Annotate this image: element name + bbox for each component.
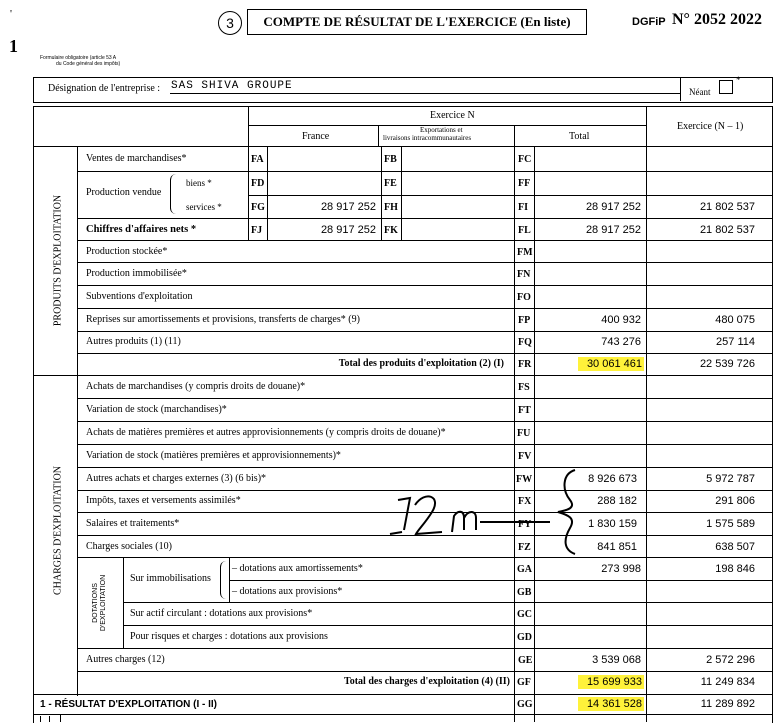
code-ge: GE: [518, 655, 533, 666]
col-france: France: [302, 131, 330, 142]
code-fr: FR: [518, 359, 532, 370]
code-ft: FT: [518, 405, 531, 416]
cell-fz-prev: 638 507: [715, 541, 755, 553]
handwritten-annotation: [380, 460, 600, 560]
cell-fq-total: 743 276: [601, 336, 641, 348]
cell-fx-total: 288 182: [597, 495, 637, 507]
brace-stroke: [558, 470, 575, 554]
row-ca-label: Chiffres d'affaires nets *: [86, 224, 197, 235]
margin-mark: ': [10, 8, 12, 20]
digit-stroke: [415, 496, 442, 534]
cell-fw-total: 8 926 673: [588, 473, 637, 485]
row-total-produits-label: Total des produits d'exploitation (2) (I): [338, 358, 504, 369]
code-gc: GC: [517, 609, 532, 620]
cell-fr-prev: 22 539 726: [699, 358, 755, 370]
cell-fw-prev: 5 972 787: [706, 473, 755, 485]
code-fz: FZ: [518, 542, 531, 553]
row-resultat-label: 1 - RÉSULTAT D'EXPLOITATION (I - II): [40, 699, 217, 710]
cell-fp-total: 400 932: [601, 314, 641, 326]
row-impots-label: Impôts, taxes et versements assimilés*: [86, 495, 241, 506]
code-fk: FK: [384, 225, 398, 236]
row-achats-march-label: Achats de marchandises (y compris droits de douane)*: [86, 381, 306, 392]
row-stockee-label: Production stockée*: [86, 246, 168, 257]
cell-fl-total: 28 917 252: [585, 224, 641, 236]
code-gd: GD: [517, 632, 532, 643]
code-fp: FP: [518, 315, 531, 326]
row-risques-label: Pour risques et charges : dotations aux provisions: [130, 631, 328, 642]
code-fy: FY: [518, 519, 532, 530]
code-ga: GA: [517, 564, 532, 575]
dgfip-label: DGFiP: [632, 16, 666, 28]
col-total: Total: [569, 131, 590, 142]
row-sur-immo-label: Sur immobilisations: [130, 573, 211, 584]
digit-stroke: [398, 498, 410, 530]
code-fw: FW: [516, 474, 533, 485]
row-var-mp-label: Variation de stock (matières premières et approvisionnements)*: [86, 450, 341, 461]
code-fb: FB: [384, 154, 397, 165]
code-fa: FA: [251, 154, 264, 165]
brace: [170, 174, 179, 214]
cell-fp-prev: 480 075: [715, 314, 755, 326]
company-name-field[interactable]: SAS SHIVA GROUPE: [171, 80, 293, 92]
section-charges: CHARGES D'EXPLOITATION: [52, 465, 64, 596]
code-fs: FS: [518, 382, 530, 393]
col-export: livraisons intracommunautaires: [383, 134, 472, 142]
col-export: Exportations et: [420, 126, 463, 134]
code-gf: GF: [517, 677, 531, 688]
row-actif-circ-label: Sur actif circulant : dotations aux provisions*: [130, 608, 313, 619]
digit-stroke: [390, 532, 402, 534]
col-exercice-n: Exercice N: [430, 110, 475, 121]
code-fq: FQ: [518, 337, 532, 348]
cell-fl-prev: 21 802 537: [699, 224, 755, 236]
dotations-line-2: D'EXPLOITATION: [100, 574, 107, 632]
margin-mark: [40, 716, 50, 722]
row-dot-amort-label: – dotations aux amortissements*: [232, 563, 363, 574]
col-previous: Exercice (N – 1): [677, 121, 744, 132]
code-fo: FO: [517, 292, 531, 303]
cell-ge-total: 3 539 068: [592, 654, 641, 666]
cell-ga-prev: 198 846: [715, 563, 755, 575]
code-fn: FN: [517, 269, 531, 280]
cell-fj-france: 28 917 252: [320, 224, 376, 236]
cell-ga-total: 273 998: [601, 563, 641, 575]
row-reprises-label: Reprises sur amortissements et provisions, transferts de charges* (9): [86, 314, 360, 325]
page-title: COMPTE DE RÉSULTAT DE L'EXERCICE (En liste): [247, 9, 587, 35]
neant-star: *: [736, 75, 741, 85]
row-var-march-label: Variation de stock (marchandises)*: [86, 404, 227, 415]
row-autres-charges-label: Autres charges (12): [86, 654, 165, 665]
neant-label: Néant: [689, 87, 711, 97]
row-subventions-label: Subventions d'exploitation: [86, 291, 193, 302]
row-salaires-label: Salaires et traitements*: [86, 518, 180, 529]
mandatory-note: Formulaire obligatoire (article 53 A: [40, 55, 117, 61]
cell-fi-total: 28 917 252: [585, 201, 641, 213]
cell-fr-total: 30 061 461: [578, 357, 644, 371]
cell-fy-total: 1 830 159: [588, 518, 637, 530]
margin-mark: 1: [9, 36, 18, 56]
code-ff: FF: [518, 178, 531, 189]
row-biens-label: biens *: [186, 178, 212, 188]
code-fh: FH: [384, 202, 398, 213]
cell-fq-prev: 257 114: [716, 336, 755, 348]
code-fg: FG: [251, 202, 265, 213]
code-fv: FV: [518, 451, 532, 462]
code-gg: GG: [517, 699, 533, 710]
form-number: N° 2052 2022: [672, 11, 762, 28]
dotations-line-1: DOTATIONS: [92, 583, 99, 623]
mandatory-note: du Code général des impôts): [56, 61, 121, 67]
form-badge: 3: [218, 11, 242, 35]
cell-fz-total: 841 851: [597, 541, 637, 553]
code-fd: FD: [251, 178, 265, 189]
code-fm: FM: [517, 247, 533, 258]
cell-gf-prev: 11 249 834: [700, 676, 755, 688]
code-fe: FE: [384, 178, 397, 189]
row-dot-prov-label: – dotations aux provisions*: [232, 586, 343, 597]
row-autres-produits-label: Autres produits (1) (11): [86, 336, 181, 347]
row-charges-soc-label: Charges sociales (10): [86, 541, 172, 552]
code-fx: FX: [518, 496, 532, 507]
cell-ge-prev: 2 572 296: [706, 654, 755, 666]
cell-gg-prev: 11 289 892: [700, 698, 755, 710]
section-produits: PRODUITS D'EXPLOITATION: [52, 194, 64, 327]
code-gb: GB: [517, 587, 532, 598]
code-fi: FI: [518, 202, 528, 213]
row-autres-achats-label: Autres achats et charges externes (3) (6 bis)*: [86, 473, 267, 484]
section-dotations: [92, 570, 108, 636]
code-fj: FJ: [251, 225, 263, 236]
row-immobilisee-label: Production immobilisée*: [86, 268, 187, 279]
neant-checkbox[interactable]: [719, 80, 733, 94]
row-services-label: services *: [186, 202, 222, 212]
cell-fi-prev: 21 802 537: [699, 201, 755, 213]
cell-fg-france: 28 917 252: [320, 201, 376, 213]
code-fu: FU: [517, 428, 531, 439]
code-fc: FC: [518, 154, 532, 165]
cell-gf-total: 15 699 933: [578, 675, 644, 689]
code-fl: FL: [518, 225, 531, 236]
cell-gg-total: 14 361 528: [578, 697, 644, 711]
letter-stroke: [452, 512, 476, 532]
row-achats-mp-label: Achats de matières premières et autres approvisionnements (y compris droits de douane)*: [86, 427, 446, 438]
row-prod-vendue-label: Production vendue: [86, 187, 162, 198]
row-ventes-label: Ventes de marchandises*: [86, 153, 187, 164]
cell-fx-prev: 291 806: [715, 495, 755, 507]
cell-fy-prev: 1 575 589: [706, 518, 755, 530]
brace: [220, 561, 227, 599]
row-total-charges-label: Total des charges d'exploitation (4) (II): [343, 676, 510, 687]
company-label: Désignation de l'entreprise :: [48, 83, 161, 94]
